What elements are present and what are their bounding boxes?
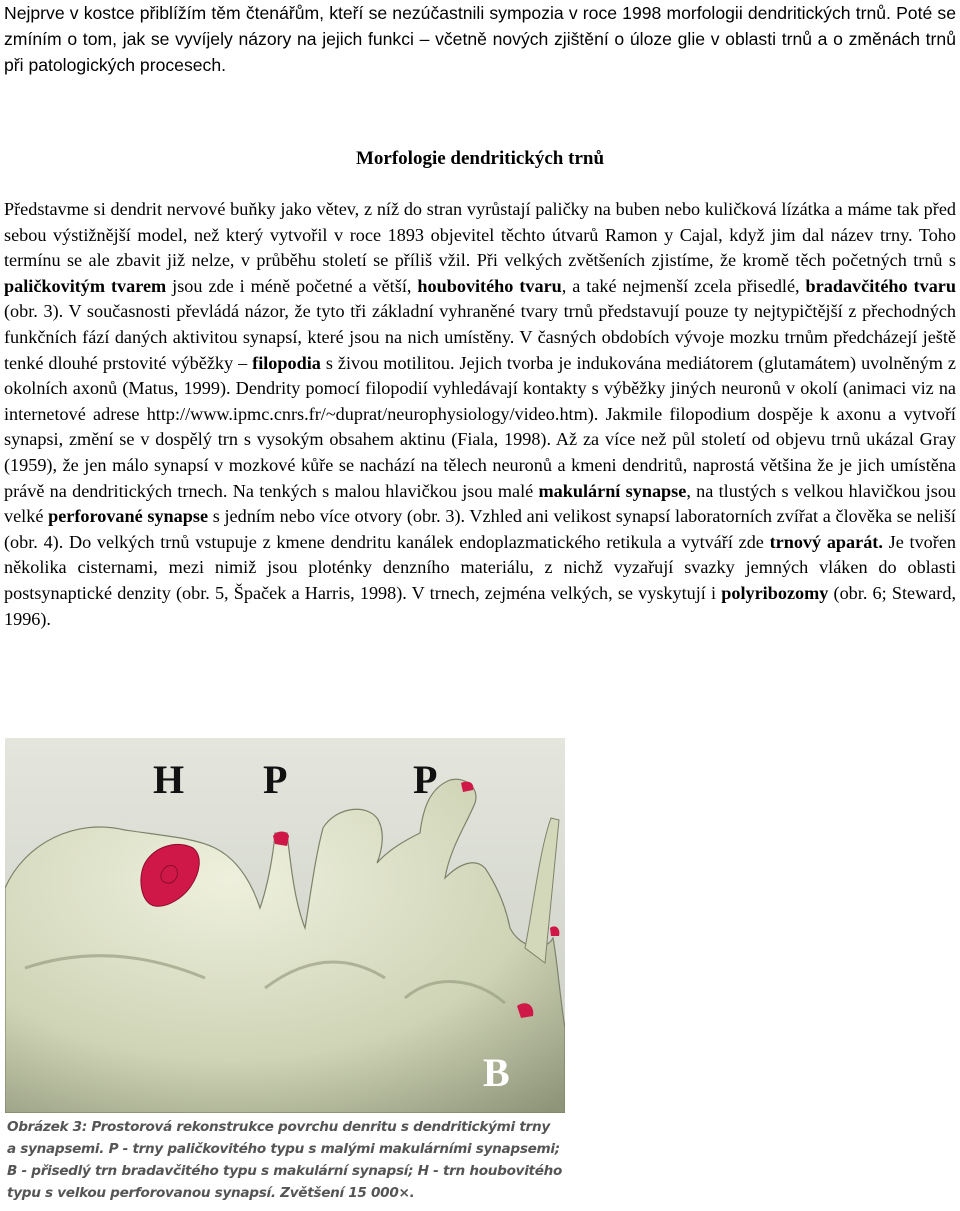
section-heading: Morfologie dendritických trnů <box>355 148 605 169</box>
body-text: s živou motilitou. Jejich tvorba je indukována mediátorem (glutamátem) uvolněným z okolních axonů (Matus, 1999). Dendrity pomocí filopodií vyhledávají kontakty s výběžky jiných neuronů v okolí (animaci viz na internetové adrese http://www.ipmc.cnrs.fr/~duprat/neurophysiology/video.htm). Jakmile filopodium dospěje k axonu a vytvoří synapsi, změní se v dospělý trn s vysokým obsahem aktinu (Fiala, 1998). Až za více než půl století od objevu trnů ukázal Gray (1959), že jen málo synapsí v mozkové kůře se nachází na tělech neuronů a kmeni dendritů, naprostá většina že je jich umístěna právě na dendritických trnech. Na tenkých s malou hlavičkou jsou malé <box>4 352 956 501</box>
label-b: B <box>483 1050 510 1095</box>
figure-3 <box>5 738 565 1208</box>
synapse-small <box>273 832 289 847</box>
body-paragraph <box>4 197 956 632</box>
bold-term: bradavčitého tvaru <box>805 275 956 296</box>
body-text: (obr. 3). V současnosti převládá názor, že tyto tři základní vyhraněné tvary trnů představují pouze ty nejtypičtější z přechodných funkčních fází daných aktivitou synapsí, které jsou na nich umístěny. V časných obdobích vývoje mozku trnům předcházejí ještě tenké dlouhé prstovité výběžky – <box>4 301 956 373</box>
body-text: jsou zde i méně početné a větší, <box>166 275 418 296</box>
bold-term: paličkovitým tvarem <box>4 275 167 296</box>
body-text: (obr. 6; Steward, 1996). <box>4 582 956 629</box>
label-p2: P <box>413 757 438 802</box>
bold-term: makulární synapse <box>538 480 687 501</box>
bold-term: polyribozomy <box>721 582 829 603</box>
body-text: Je tvořen několika cisternami, mezi nimiž jsou ploténky denzního materiálu, z nichž vyzařují svazky jemných vláken do oblasti postsynaptické denzity (obr. 5, Špaček a Harris, 1998). V trnech, zejména velkých, se vyskytují i <box>4 531 956 603</box>
body-text: , a také nejmenší zcela přisedlé, <box>561 275 806 296</box>
bold-term: trnový aparát. <box>769 531 883 552</box>
figure-caption: Obrázek 3: Prostorová rekonstrukce povrchu denritu s dendritickými trny a synapsemi. P - trny paličkovitého typu s malými makulárními synapsemi; B - přisedlý trn bradavčitého typu s makulární synapsí; H - trn houbovitého typu s velkou perforovanou synapsí. Zvětšení 15 000×. <box>7 1119 563 1201</box>
body-text: s jedním nebo více otvory (obr. 3). Vzhled ani velikost synapsí laboratorních zvířat a člověka se neliší (obr. 4). Do velkých trnů vstupuje z kmene dendritu kanálek endoplazmatického retikula a vytváří zde <box>4 506 956 552</box>
label-h: H <box>153 757 185 802</box>
body-text: Představme si dendrit nervové buňky jako větev, z níž do stran vyrůstají paličky na buben nebo kuličková lízátka a máme tak před sebou výstižnější model, než který vytvořil v roce 1893 objevitel těchto útvarů Ramon y Cajal, když jim dal název trny. Toho termínu se ale zbavit již nelze, v průběhu století se příliš vžil. Při velkých zvětšeních zjistíme, že kromě těch početných trnů s <box>4 199 956 271</box>
label-p1: P <box>263 757 288 802</box>
dendrite-reconstruction-image <box>5 738 565 1113</box>
body-text: , na tlustých s velkou hlavičkou jsou velké <box>4 480 957 527</box>
intro-paragraph: Nejprve v kostce přiblížím těm čtenářům, kteří se nezúčastnili sympozia v roce 1998 morfologii dendritických trnů. Poté se zmíním o tom, jak se vyvíjely názory na jejich funkci – včetně nových zjištění o úloze glie v oblasti trnů a o změnách trnů při patologických procesech. <box>4 3 956 75</box>
bold-term: filopodia <box>252 352 321 373</box>
bold-term: perforované synapse <box>48 506 209 527</box>
bold-term: houbovitého tvaru <box>417 275 562 296</box>
